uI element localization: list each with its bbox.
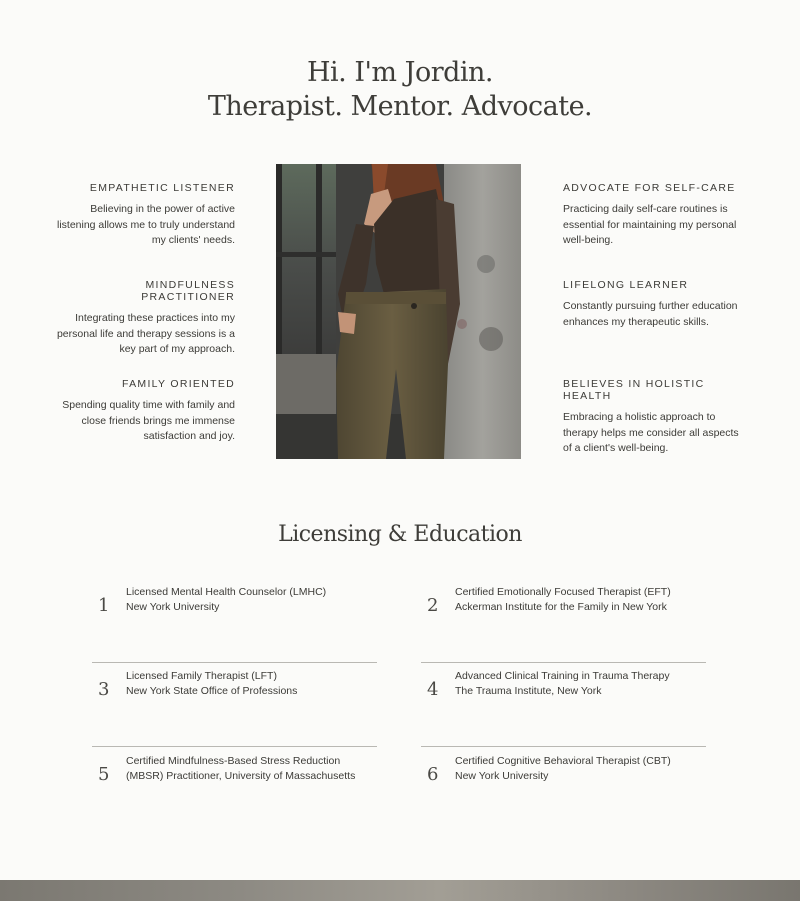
credential-number: 5 <box>98 764 110 785</box>
credential-title: Licensed Mental Health Counselor (LMHC) <box>126 586 327 598</box>
trait-text: Embracing a holistic approach to therapy helps me consider all aspects of a client's well-being. <box>563 411 739 454</box>
credential-item <box>421 579 706 663</box>
trait-advocate-self-care <box>563 182 743 249</box>
hero-heading <box>0 56 800 124</box>
trait-mindfulness-practitioner <box>55 279 235 358</box>
trait-holistic-health <box>563 378 743 457</box>
trait-family-oriented <box>55 378 235 445</box>
credential-title: Licensed Family Therapist (LFT) <box>126 670 277 682</box>
credential-number: 3 <box>98 679 110 700</box>
trait-title: FAMILY ORIENTED <box>121 378 235 390</box>
credential-item <box>92 663 377 747</box>
credential-number: 6 <box>427 764 439 785</box>
trait-text: Constantly pursuing further education enhances my therapeutic skills. <box>563 300 738 328</box>
credential-number: 1 <box>98 595 110 616</box>
credential-institution: Ackerman Institute for the Family in New York <box>455 601 667 613</box>
credential-institution: New York University <box>126 601 220 613</box>
credential-number: 4 <box>427 679 439 700</box>
trait-title: EMPATHETIC LISTENER <box>89 182 235 194</box>
credential-item <box>421 748 706 832</box>
divider <box>92 746 377 747</box>
section-title-licensing-education: Licensing & Education <box>278 522 522 547</box>
trait-title: LIFELONG LEARNER <box>563 279 689 291</box>
trait-text: Believing in the power of active listening allows me to truly understand my clients' needs. <box>56 203 235 246</box>
credential-institution: The Trauma Institute, New York <box>455 685 602 697</box>
credential-institution: New York University <box>455 770 549 782</box>
trait-title: BELIEVES IN HOLISTIC HEALTH <box>563 378 705 402</box>
credential-item <box>421 663 706 747</box>
portrait-photo <box>276 164 521 459</box>
credential-title: Certified Cognitive Behavioral Therapist (CBT) <box>455 755 671 767</box>
trait-text: Spending quality time with family and close friends brings me immense satisfaction and joy. <box>62 399 235 442</box>
hero-line-1: Hi. I'm Jordin. <box>307 57 493 88</box>
footer-image-band <box>0 880 800 901</box>
trait-text: Practicing daily self-care routines is essential for maintaining my personal well-being. <box>563 203 737 246</box>
credential-item <box>92 748 377 832</box>
credential-institution: New York State Office of Professions <box>126 685 298 697</box>
credential-number: 2 <box>427 595 439 616</box>
trait-title: ADVOCATE FOR SELF-CARE <box>563 182 736 194</box>
credential-institution: (MBSR) Practitioner, University of Massachusetts <box>126 770 356 782</box>
credential-item <box>92 579 377 663</box>
trait-text: Integrating these practices into my personal life and therapy sessions is a key part of my approach. <box>56 312 235 355</box>
trait-title: MINDFULNESS PRACTITIONER <box>141 279 235 303</box>
trait-empathetic-listener <box>55 182 235 249</box>
credential-title: Certified Emotionally Focused Therapist (EFT) <box>455 586 671 598</box>
credential-title: Advanced Clinical Training in Trauma Therapy <box>455 670 670 682</box>
credential-title: Certified Mindfulness-Based Stress Reduction <box>126 755 341 767</box>
trait-lifelong-learner <box>563 279 743 330</box>
divider <box>421 746 706 747</box>
hero-line-2: Therapist. Mentor. Advocate. <box>207 91 593 122</box>
